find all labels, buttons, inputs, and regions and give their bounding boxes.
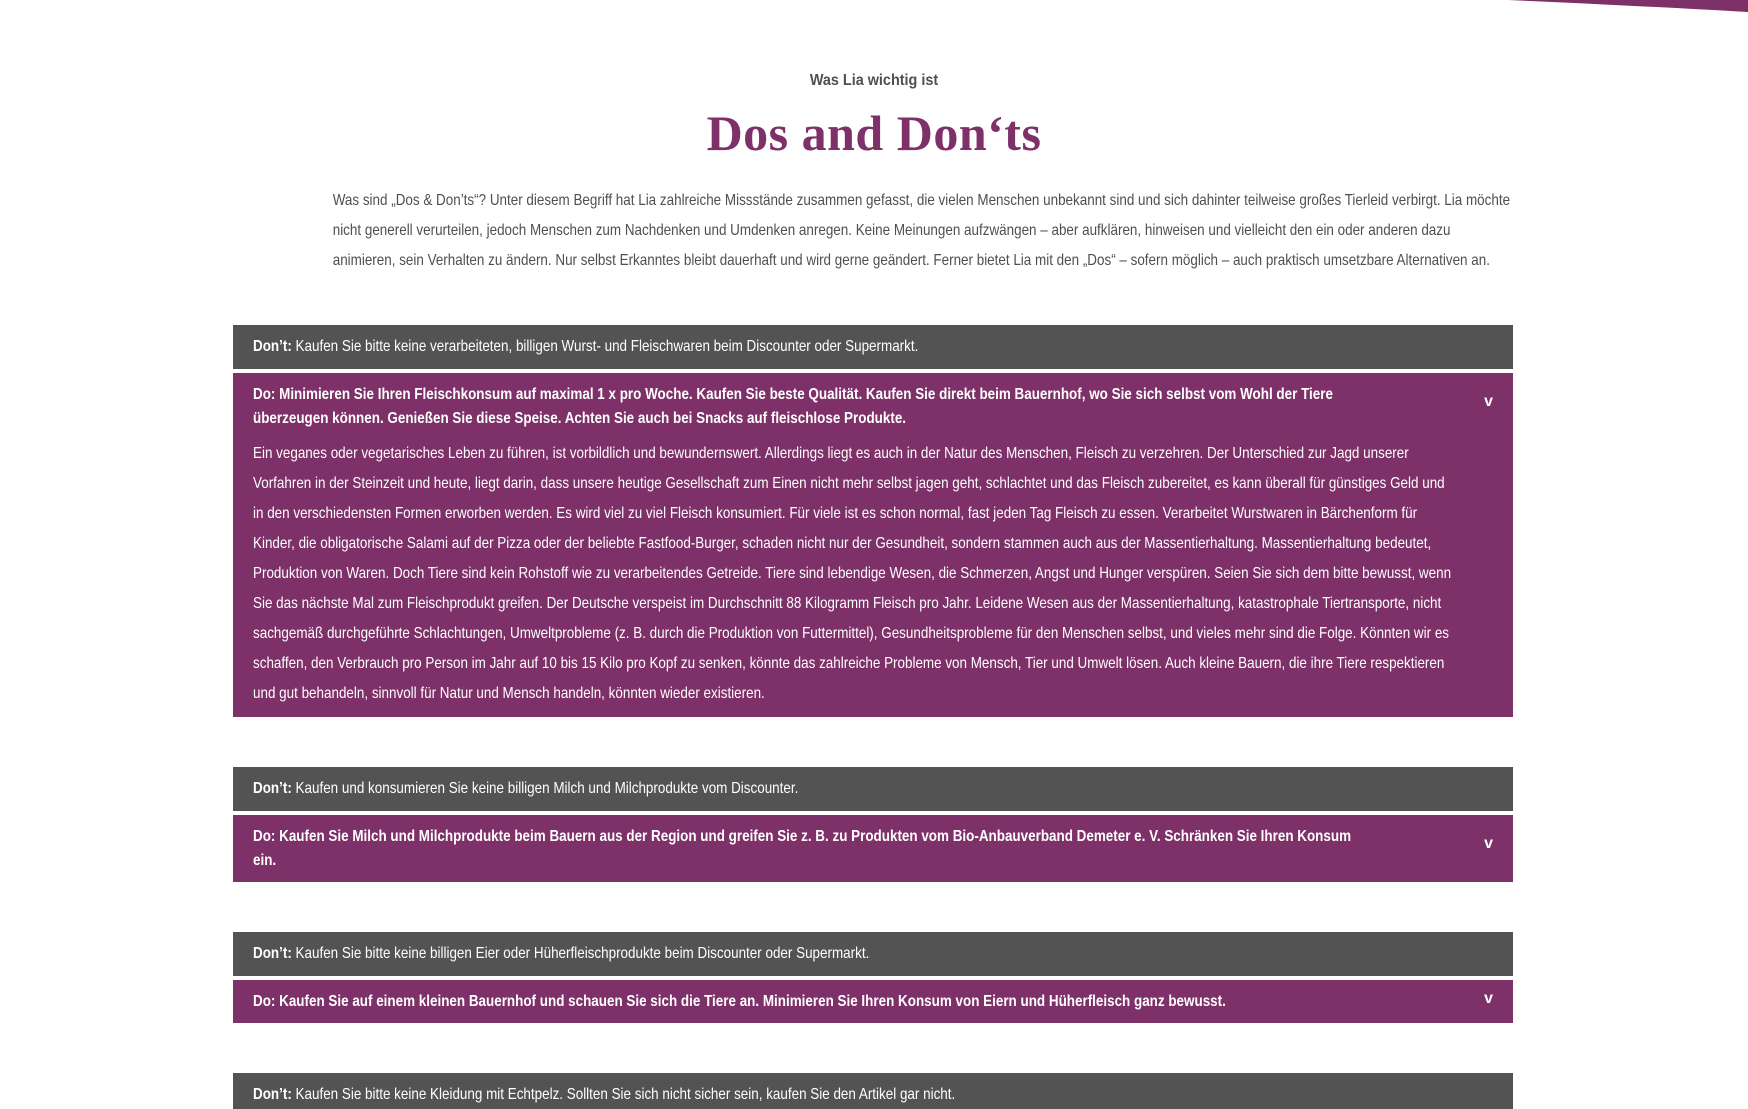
intro-line: Was sind „Dos & Don’ts“? Unter diesem Begriff hat Lia zahlreiche Missstände zusammen gefasst, die vielen Menschen unbekannt sind und sich dahinter teilweise großes Tierleid verbirgt. Lia möchte [332, 192, 1511, 209]
do-heading-line: überzeugen können. Genießen Sie diese Speise. Achten Sie auch bei Snacks auf fleischlose Produkte. [253, 410, 907, 427]
body-line: Sie das nächste Mal zum Fleischprodukt greifen. Der Deutsche verspeist im Durchschnitt 88 Kilogramm Fleisch pro Jahr. Leidene Wesen aus der Massentierhaltung, katastrophale Tiertransporte, nicht [253, 595, 1442, 612]
body-line: sachgemäß durchgeführte Schlachtungen, Umweltprobleme (z. B. durch die Produktion von Futtermittel), Gesundheitsprobleme für den Menschen selbst, und vieles mehr sind die Folge. Könnten wir es [253, 625, 1450, 642]
dont-text: Kaufen Sie bitte keine billigen Eier oder Hüherfleischprodukte beim Discounter oder Supermarkt. [295, 945, 870, 962]
body-line: Kinder, die obligatorische Salami auf der Pizza oder der beliebte Fastfood-Burger, schaden nicht nur der Gesundheit, sondern stammen auch aus der Massentierhaltung. Massentierhaltung bedeutet, [253, 535, 1432, 552]
do-heading-line: Do: Kaufen Sie Milch und Milchprodukte beim Bauern aus der Region und greifen Sie z. B. zu Produkten vom Bio-Anbauverband Demeter e. V. Schränken Sie Ihren Konsum [253, 828, 1352, 845]
section-eyebrow: Was Lia wichtig ist [809, 72, 939, 89]
dont-bar-milk [233, 767, 1513, 811]
body-line: Vorfahren in der Steinzeit und heute, liegt darin, dass unsere heutige Gesellschaft zum Einen nicht mehr selbst jagen geht, schlachtet und das Fleisch zubereitet, es kann überall für günstiges Geld und [253, 475, 1445, 492]
dont-bar-fur [233, 1073, 1513, 1109]
chevron-down-icon[interactable]: v [1484, 393, 1493, 410]
body-line: und gut behandeln, sinnvoll für Natur und Mensch handeln, könnten wieder existieren. [253, 685, 765, 702]
dont-text: Kaufen Sie bitte keine Kleidung mit Echtpelz. Sollten Sie sich nicht sicher sein, kaufen Sie den Artikel gar nicht. [295, 1086, 956, 1103]
do-accordion-eggs[interactable] [233, 980, 1513, 1023]
do-accordion-meat[interactable] [233, 373, 1513, 717]
do-heading-line: Do: Minimieren Sie Ihren Fleischkonsum auf maximal 1 x pro Woche. Kaufen Sie beste Qualität. Kaufen Sie direkt beim Bauernhof, wo Sie sich selbst vom Wohl der Tiere [253, 386, 1333, 403]
body-line: schaffen, den Verbrauch pro Person im Jahr auf 10 bis 15 Kilo pro Kopf zu senken, könnte das zahlreiche Probleme von Mensch, Tier und Umwelt lösen. Auch kleine Bauern, die ihre Tiere respektieren [253, 655, 1445, 672]
chevron-down-icon[interactable]: v [1484, 990, 1493, 1007]
intro-paragraph [230, 186, 1514, 276]
dont-label: Don’t: [253, 945, 292, 962]
dont-bar-meat [233, 325, 1513, 369]
dont-text: Kaufen Sie bitte keine verarbeiteten, billigen Wurst- und Fleischwaren beim Discounter oder Supermarkt. [295, 338, 919, 355]
body-line: Produktion von Waren. Doch Tiere sind kein Rohstoff wie zu verarbeitendes Getreide. Tiere sind lebendige Wesen, die Schmerzen, Angst und Hunger verspüren. Seien Sie sich dem bitte bewusst, wenn [253, 565, 1452, 582]
dont-bar-eggs [233, 932, 1513, 976]
dont-label: Don’t: [253, 1086, 292, 1103]
intro-line: nicht generell verurteilen, jedoch Menschen zum Nachdenken und Umdenken anregen. Keine Meinungen aufzwängen – aber aufklären, hinweisen und vielleicht den ein oder anderen dazu [332, 222, 1451, 239]
dont-label: Don’t: [253, 780, 292, 797]
do-accordion-milk[interactable] [233, 815, 1513, 882]
do-heading-line: ein. [253, 852, 277, 869]
dont-text: Kaufen und konsumieren Sie keine billigen Milch und Milchprodukte vom Discounter. [295, 780, 799, 797]
page-title: Dos and Don‘ts [706, 105, 1042, 161]
body-line: Ein veganes oder vegetarisches Leben zu führen, ist vorbildlich und bewundernswert. Allerdings liegt es auch in der Natur des Menschen, Fleisch zu verzehren. Der Unterschied zur Jagd unserer [253, 445, 1409, 462]
dont-label: Don’t: [253, 338, 292, 355]
do-body-text [253, 439, 1463, 709]
do-heading-line: Do: Kaufen Sie auf einem kleinen Bauernhof und schauen Sie sich die Tiere an. Minimieren Sie Ihren Konsum von Eiern und Hüherfleisch ganz bewusst. [253, 993, 1226, 1010]
chevron-down-icon[interactable]: v [1484, 835, 1493, 852]
decorative-swoosh [1508, 0, 1748, 16]
intro-line: animieren, sein Verhalten zu ändern. Nur selbst Erkanntes bleibt dauerhaft und wird gerne geändert. Ferner bietet Lia mit den „Dos“ – sofern möglich – auch praktisch umsetzbare Alternativen an. [332, 252, 1490, 269]
body-line: in den verschiedensten Formen erworben werden. Es wird viel zu viel Fleisch konsumiert. Für viele ist es schon normal, fast jeden Tag Fleisch zu essen. Verarbeitet Wurstwaren in Bärchenform für [253, 505, 1418, 522]
